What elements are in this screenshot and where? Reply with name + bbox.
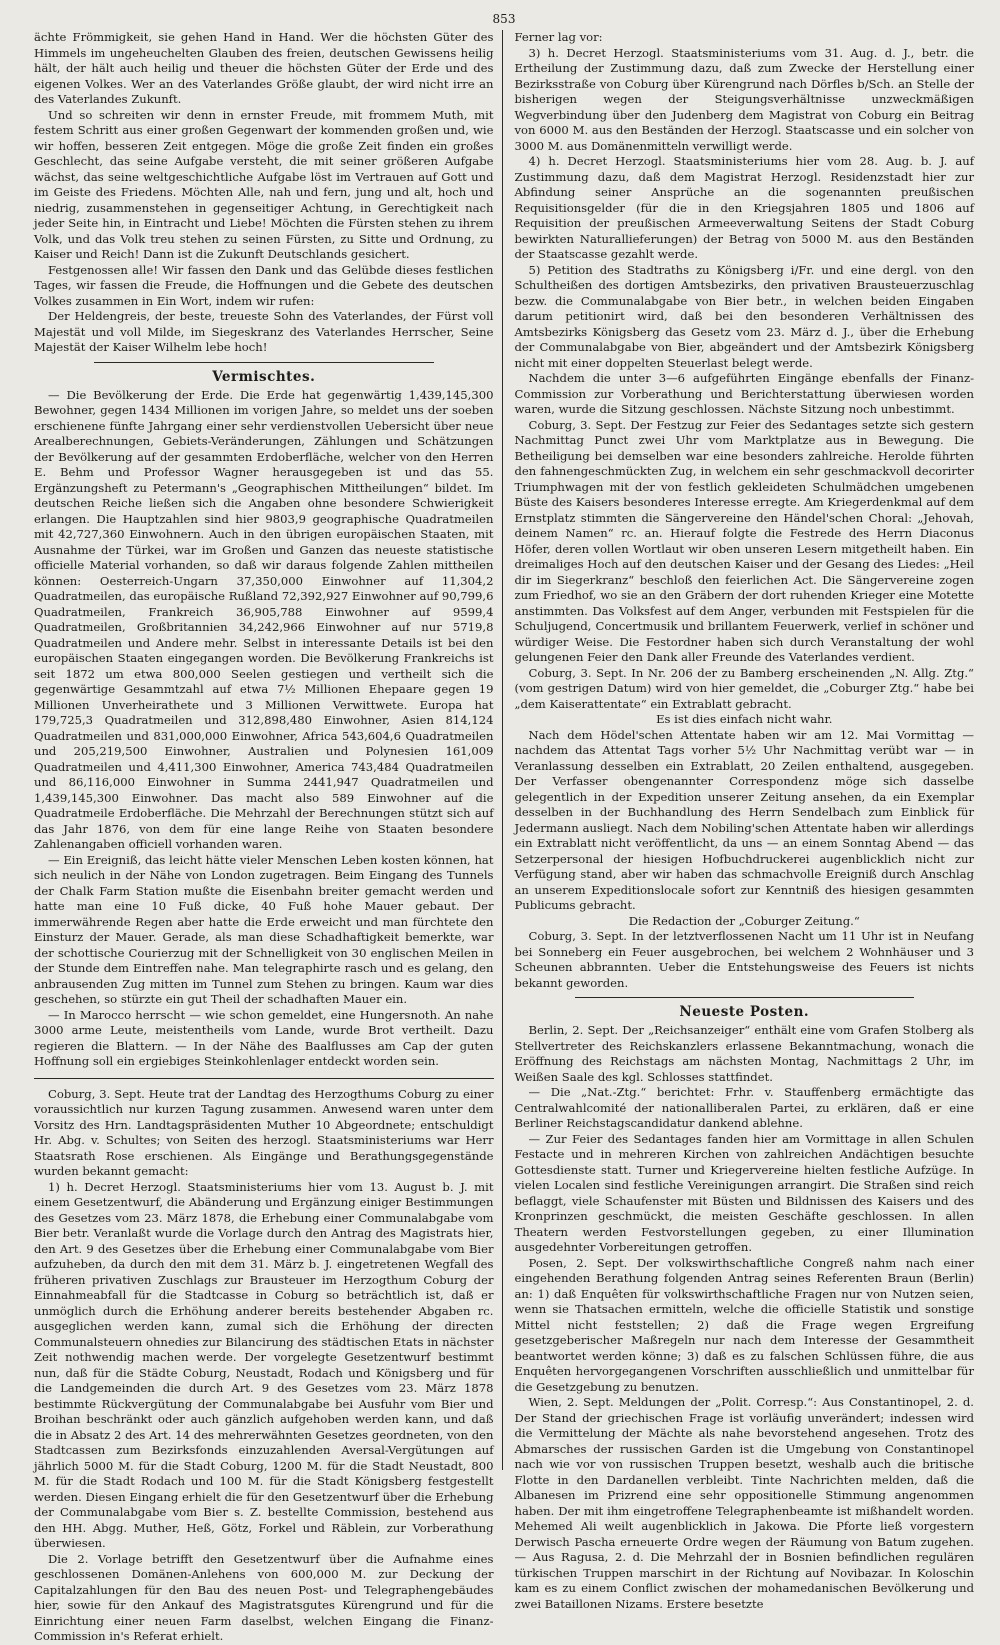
left-paragraph: Festgenossen alle! Wir fassen den Dank und das Gelübde dieses festlichen Tages, wir fassen die Freude, die Hoffnungen und die Gebete des deutschen Volkes zusammen in Ein Wort, indem wir rufen: [34, 262, 494, 308]
left-paragraph: — Ein Ereigniß, das leicht hätte vieler Menschen Leben kosten können, hat sich neulich in der Nähe von London zugetragen. Beim Eingang des Tunnels der Chalk Farm Station mußte die Eisenbahn breiter gemacht werden und hatte man eine 10 Fuß dicke, 40 Fuß hohe Mauer gebaut. Der immerwährende Regen aber hatte die Erde erweicht und man fürchtete den Einsturz der Mauer. Gerade, als man diese Schadhaftigkeit bemerkte, war der schottische Courierzug mit der Schnelligkeit von 30 englischen Meilen in der Stunde dem Eintreffen nahe. Man telegraphirte rasch und es gelang, den anbrausenden Zug mitten im Tunnel zum Stehen zu bringen. Kaum war dies geschehen, so stürzte ein gut Theil der schadhaften Mauer ein. [34, 852, 494, 1006]
right-paragraph: — Zur Feier des Sedantages fanden hier am Vormittage in allen Schulen Festacte und in mehreren Kirchen von zahlreichen Andächtigen besuchte Gottesdienste statt. Turner und Kriegervereine hielten festliche Aufzüge. In vielen Localen sind festliche Vereinigungen arrangirt. Die Straßen sind reich beflaggt, viele Schaufenster mit Büsten und Bildnissen des Kaisers und des Kronprinzen geschmückt, die meisten Geschäfte geschlossen. In allen Theatern werden Festvorstellungen gegeben, zu einer Illumination ausgedehnter Vorbereitungen getroffen. [514, 1131, 974, 1254]
right-column [503, 30, 975, 1611]
right-paragraph: 3) h. Decret Herzogl. Staatsministeriums vom 31. Aug. d. J., betr. die Ertheilung der Zustimmung dazu, daß zum Zwecke der Herstellung einer Bezirksstraße von Coburg über Kürengrund nach Dörfles b/Sch. an Stelle der bisherigen wegen der Steigungsverhältnisse unzweckmäßigen Wegverbindung über den Judenberg dem Magistrat von Coburg ein Beitrag von 6000 M. aus den Beständen der Herzogl. Staatscasse und ein solcher von 3000 M. aus Domänenmitteln verwilligt werde. [514, 45, 974, 153]
section-divider [34, 1078, 494, 1079]
right-paragraph: Es ist dies einfach nicht wahr. [656, 712, 833, 726]
section-divider [94, 362, 434, 363]
left-paragraph: Und so schreiten wir denn in ernster Freude, mit frommem Muth, mit festem Schritt aus einer großen Gegenwart der kommenden großen und, wie wir hoffen, besseren Zeit entgegen. Möge die große Zeit finden ein großes Geschlecht, das seine Aufgabe versteht, die mit seiner größeren Aufgabe wächst, das seine weltgeschichtliche Aufgabe löst im Vertrauen auf Gott und im Geiste des Friedens. Möchten Alle, nah und fern, jung und alt, hoch und niedrig, zusammenstehen in gegenseitiger Achtung, in Gerechtigkeit nach jeder Seite hin, in Eintracht und Liebe! Möchten die Fürsten stehen zu ihrem Volk, und das Volk treu stehen zu seinen Fürsten, zu Sitte und Ordnung, zu Kaiser und Reich! Dann ist die Zukunft Deutschlands gesichert. [34, 107, 494, 261]
left-paragraph: — Die Bevölkerung der Erde. Die Erde hat gegenwärtig 1,439,145,300 Bewohner, gegen 1434 Millionen im vorigen Jahre, so meldet uns der soeben erschienene fünfte Jahrgang einer sehr verdienstvollen Uebersicht über neue Arealberechnungen, Gebiets-Veränderungen, Zählungen und Schätzungen der Bevölkerung auf der gesammten Erdoberfläche, welcher von den Herren E. Behm und Professor Wagner herausgegeben ist und das 55. Ergänzungsheft zu Petermann's „Geographischen Mittheilungen“ bildet. Im deutschen Reiche ließen sich die Angaben ohne besondere Schwierigkeit erlangen. Die Hauptzahlen sind hier 9803,9 geographische Quadratmeilen mit 42,727,360 Einwohnern. Auch in den übrigen europäischen Staaten, mit Ausnahme der Türkei, war im Großen und Ganzen das neueste statistische officielle Material vorhanden, so daß wir daraus folgende Zahlen mittheilen können: Oesterreich-Ungarn 37,350,000 Einwohner auf 11,304,2 Quadratmeilen, das europäische Rußland 72,392,927 Einwohner auf 90,799,6 Quadratmeilen, Frankreich 36,905,788 Einwohner auf 9599,4 Quadratmeilen, Großbritannien 34,242,966 Einwohner auf nur 5719,8 Quadratmeilen und Andere mehr. Selbst in interessante Details ist bei den europäischen Staaten eingegangen worden. Die Bevölkerung Frankreichs ist seit 1872 um etwa 800,000 Seelen gestiegen und vertheilt sich die gegenwärtige Gesammtzahl auf etwa 7½ Millionen Ehepaare gegen 19 Millionen Unverheirathete und 3 Millionen Verwittwete. Europa hat 179,725,3 Quadratmeilen und 312,898,480 Einwohner, Asien 814,124 Quadratmeilen und 831,000,000 Einwohner, Africa 543,604,6 Quadratmeilen und 205,219,500 Einwohner, Australien und Polynesien 161,009 Quadratmeilen und 4,411,300 Einwohner, America 743,484 Quadratmeilen und 86,116,000 Einwohner in Summa 2441,947 Quadratmeilen und 1,439,145,300 Einwohner. Das macht also 589 Einwohner auf die Quadratmeile Erdoberfläche. Die Mehrzahl der Berechnungen stützt sich auf das Jahr 1876, von dem für eine lange Reihe von Staaten besondere Zahlenangaben officiell vorhanden waren. [34, 387, 494, 851]
left-paragraph: Coburg, 3. Sept. Heute trat der Landtag des Herzogthums Coburg zu einer voraussichtlich nur kurzen Tagung zusammen. Anwesend waren unter dem Vorsitz des Hrn. Landtagspräsidenten Muther 10 Abgeordnete; entschuldigt Hr. Abg. v. Schultes; von Seiten des herzogl. Staatsministeriums war Herr Staatsrath Rose erschienen. Als Eingänge und Berathungsgegenstände wurden bekannt gemacht: [34, 1086, 494, 1178]
right-paragraph: Ferner lag vor: [514, 30, 603, 44]
right-paragraph: 4) h. Decret Herzogl. Staatsministeriums hier vom 28. Aug. b. J. auf Zustimmung dazu, daß dem Magistrat Herzogl. Residenzstadt hier zur Abfindung seiner Ansprüche an die sogenannten preußischen Requisitionsgelder (für die in den Kriegsjahren 1805 und 1806 auf Requisition der preußischen Armeeverwaltung Seitens der Stadt Coburg bewirkten Naturallieferungen) der Betrag von 5000 M. aus den Beständen der Staatscasse gezahlt werde. [514, 154, 974, 261]
section-heading-vermischtes: Vermischtes. [212, 368, 316, 385]
right-paragraph: Posen, 2. Sept. Der volkswirthschaftliche Congreß nahm nach einer eingehenden Berathung folgenden Antrag seines Referenten Braun (Berlin) an: 1) daß Enquêten für volkswirthschaftliche Fragen nur von Nutzen seien, wenn sie Thatsachen ermitteln, welche die officielle Statistik und sonstige Mittel nicht feststellen; 2) daß die Frage wegen Ergreifung gesetzgeberischer Maßregeln nur nach dem Interesse der Gesammtheit beantwortet werden könne; 3) daß es zu falschen Schlüssen führe, die aus Enquêten hervorgegangenen Vorschriften ausschließlich und unmittelbar für die Gesetzgebung zu benutzen. [514, 1255, 974, 1394]
right-paragraph: 5) Petition des Stadtraths zu Königsberg i/Fr. und eine dergl. von den Schultheißen des dortigen Amtsbezirks, den privativen Brausteuerzuschlag bezw. die Communalabgabe von Bier betr., in welchen beiden Eingaben darum petitionirt wird, daß bei den besonderen Verhältnissen des Amtsbezirks Königsberg das Gesetz vom 23. März d. J., über die Erhebung der Communalabgabe von Bier, abgeändert und der Amtsbezirk Königsberg nicht mit einer doppelten Steuerlast belegt werde. [514, 262, 974, 370]
right-paragraph: Coburg, 3. Sept. In Nr. 206 der zu Bamberg erscheinenden „N. Allg. Ztg.“ (vom gestrigen Datum) wird von hier gemeldet, die „Coburger Ztg.“ habe bei „dem Kaiserattentate“ ein Extrablatt gebracht. [514, 665, 974, 711]
left-paragraph: ächte Frömmigkeit, sie gehen Hand in Hand. Wer die höchsten Güter des Himmels im ungeheuchelten Glauben des freien, deutschen Gewissens heilig hält, der hält auch heilig und theuer die höchsten Güter der Erde und des eigenen Volkes. Wer an des Vaterlandes Größe glaubt, der wird nicht irre an des Vaterlandes Zukunft. [34, 30, 494, 106]
left-paragraph: — In Marocco herrscht — wie schon gemeldet, eine Hungersnoth. An nahe 3000 arme Leute, meistentheils vom Lande, wurde Brot vertheilt. Dazu regieren die Blattern. — In der Nähe des Baalflusses am Cap der guten Hoffnung soll ein ergiebiges Steinkohlenlager entdeckt worden sein. [34, 1007, 494, 1068]
right-paragraph: — Die „Nat.-Ztg.“ berichtet: Frhr. v. Stauffenberg ermächtigte das Centralwahlcomité der nationalliberalen Partei, zu erklären, daß er eine Berliner Reichstagscandidatur dankend ablehne. [514, 1085, 974, 1130]
left-paragraph: Die 2. Vorlage betrifft den Gesetzentwurf über die Aufnahme eines geschlossenen Domänen-Anlehens von 600,000 M. zur Deckung der Capitalzahlungen für den Bau des neuen Post- und Telegraphengebäudes hier, sowie für den Ankauf des Magistratsgutes Kürengrund und für die Einrichtung einer neuen Farm daselbst, welchen Eingang die Finanz-Commission in's Referat erhielt. [34, 1551, 494, 1643]
right-paragraph: Nachdem die unter 3—6 aufgeführten Eingänge ebenfalls der Finanz-Commission zur Vorberathung und Berichterstattung überwiesen worden waren, wurde die Sitzung geschlossen. Nächste Sitzung noch unbestimmt. [514, 371, 974, 416]
page-number: 853 [492, 12, 516, 26]
right-paragraph: Coburg, 3. Sept. Der Festzug zur Feier des Sedantages setzte sich gestern Nachmittag Punct zwei Uhr vom Marktplatze aus in Bewegung. Die Betheiligung bei demselben war eine besonders zahlreiche. Herolde führten den fahnengeschmückten Zug, in welchem ein sehr geschmackvoll decorirter Triumphwagen mit der von festlich gekleideten Schulmädchen umgebenen Büste des Kaisers besonderes Interesse erregte. Am Kriegerdenkmal auf dem Ernstplatz stimmten die Sängervereine den Händel'schen Choral: „Jehovah, deinem Namen“ rc. an. Hierauf folgte die Festrede des Herrn Diaconus Höfer, deren vollen Wortlaut wir oben unseren Lesern mitgetheilt haben. Ein dreimaliges Hoch auf den deutschen Kaiser und der Gesang des Liedes: „Heil dir im Siegerkranz“ beschloß den feierlichen Act. Die Sängervereine zogen zum Friedhof, wo sie an den Gräbern der dort ruhenden Krieger eine Motette anstimmten. Das Volksfest auf dem Anger, verbunden mit Festspielen für die Schuljugend, Concertmusik und brillantem Feuerwerk, verlief in schöner und würdiger Weise. Die Festordner haben sich durch Veranstaltung der wohl gelungenen Feier den Dank aller Freunde des Vaterlandes verdient. [514, 417, 974, 664]
right-paragraph: Nach dem Hödel'schen Attentate haben wir am 12. Mai Vormittag — nachdem das Attentat Tags vorher 5½ Uhr Nachmittag verübt war — in Veranlassung desselben ein Extrablatt, 20 Zeilen enthaltend, ausgegeben. Der Verfasser obengenannter Correspondenz möge sich dasselbe gelegentlich in der Expedition unserer Zeitung ansehen, da ein Exemplar desselben in der Buchhandlung des Herrn Sendelbach zum Einblick für Jedermann ausliegt. Nach dem Nobiling'schen Attentate haben wir allerdings ein Extrablatt nicht veröffentlicht, da uns — an einem Sonntag Abend — das Setzerpersonal der hiesigen Hofbuchdruckerei augenblicklich nicht zur Verfügung stand, aber wir haben das schmachvolle Ereigniß durch Anschlag an unserem Expeditionslocale sofort zur Kenntniß des hiesigen gesammten Publicums gebracht. [514, 727, 974, 912]
right-paragraph: Wien, 2. Sept. Meldungen der „Polit. Corresp.“: Aus Constantinopel, 2. d. Der Stand der griechischen Frage ist vorläufig unverändert; indessen wird die Vermittelung der Mächte als nahe bevorstehend angesehen. Trotz des Abmarsches der russischen Garden ist die Umgebung von Constantinopel nach wie vor von russischen Truppen besetzt, weshalb auch die britische Flotte in den Dardanellen verbleibt. Tinte Nachrichten melden, daß die Albanesen im Prizrend eine sehr oppositionelle Stimmung angenommen haben. Der mit ihm eingetroffene Telegraphenbeamte ist mißhandelt worden. Mehemed Ali weilt augenblicklich in Jakowa. Die Pforte ließ vorgestern Derwisch Pascha erneuerte Ordre wegen der Räumung von Batum zugehen. — Aus Ragusa, 2. d. Die Mehrzahl der in Bosnien befindlichen regulären türkischen Truppen marschirt in der Richtung auf Novibazar. In Koloschin kam es zu einem Conflict zwischen der mohamedanischen Bevölkerung und zwei Bataillonen Nizams. Erstere besetzte [514, 1395, 974, 1611]
left-column [34, 30, 503, 1643]
right-paragraph: Coburg, 3. Sept. In der letztverflossenen Nacht um 11 Uhr ist in Neufang bei Sonneberg ein Feuer ausgebrochen, bei welchem 2 Wohnhäuser und 3 Scheunen abbrannten. Ueber die Entstehungsweise des Feuers ist nichts bekannt geworden. [514, 929, 974, 990]
left-paragraph: 1) h. Decret Herzogl. Staatsministeriums hier vom 13. August b. J. mit einem Gesetzentwurf, die Abänderung und Ergänzung einiger Bestimmungen des Gesetzes vom 23. März 1878, die Erhebung einer Communalabgabe vom Bier betr. Veranlaßt wurde die Vorlage durch den Antrag des Magistrats hier, den Art. 9 des Gesetzes über die Erhebung einer Communalabgabe vom Bier aufzuheben, da durch den mit dem 31. März b. J. eingetretenen Wegfall des früheren privativen Zuschlags zur Brausteuer im Herzogthum Coburg der Einnahmeabfall für die Stadtcasse in Coburg so beträchtlich ist, daß er unmöglich durch die Erhöhung anderer bereits bestehender Abgaben rc. ausgeglichen werden kann, zumal sich die Erhöhung der directen Communalsteuern ohnedies zur Bilancirung des städtischen Etats in nächster Zeit nothwendig machen werde. Der vorgelegte Gesetzentwurf bestimmt nun, daß für die Städte Coburg, Neustadt, Rodach und Königsberg und für die Landgemeinden die durch Art. 9 des Gesetzes vom 23. März 1878 bestimmte Rückvergütung der Communalabgabe bei Ausfuhr vom Bier und Broihan beschränkt oder auch gänzlich aufgehoben werden kann, und daß die in Absatz 2 des Art. 14 des mehrerwähnten Gesetzes geordneten, von den Stadtcassen zum Bezirksfonds einzuzahlenden Aversal-Vergütungen auf jährlich 5000 M. für die Stadt Coburg, 1200 M. für die Stadt Neustadt, 800 M. für die Stadt Rodach und 100 M. für die Stadt Königsberg festgestellt werden. Diesen Eingang erhielt die für den Gesetzentwurf über die Erhebung der Communalabgabe vom Bier s. Z. bestellte Commission, bestehend aus den HH. Abgg. Muther, Heß, Götz, Forkel und Räblein, zur Vorberathung überwiesen. [34, 1179, 494, 1550]
left-paragraph: Der Heldengreis, der beste, treueste Sohn des Vaterlandes, der Fürst voll Majestät und voll Milde, im Siegeskranz des Vaterlandes Herrscher, Seine Majestät der Kaiser Wilhelm lebe hoch! [34, 309, 494, 354]
right-paragraph: Die Redaction der „Coburger Zeitung.“ [628, 913, 860, 928]
section-heading-neueste-posten: Neueste Posten. [679, 1004, 810, 1020]
right-paragraph: Berlin, 2. Sept. Der „Reichsanzeiger“ enthält eine vom Grafen Stolberg als Stellvertreter des Reichskanzlers erlassene Bekanntmachung, wonach die Eröffnung des Reichstags am nächsten Montag, Nachmittags 2 Uhr, im Weißen Saale des kgl. Schlosses stattfindet. [514, 1023, 974, 1084]
section-divider [575, 997, 915, 998]
